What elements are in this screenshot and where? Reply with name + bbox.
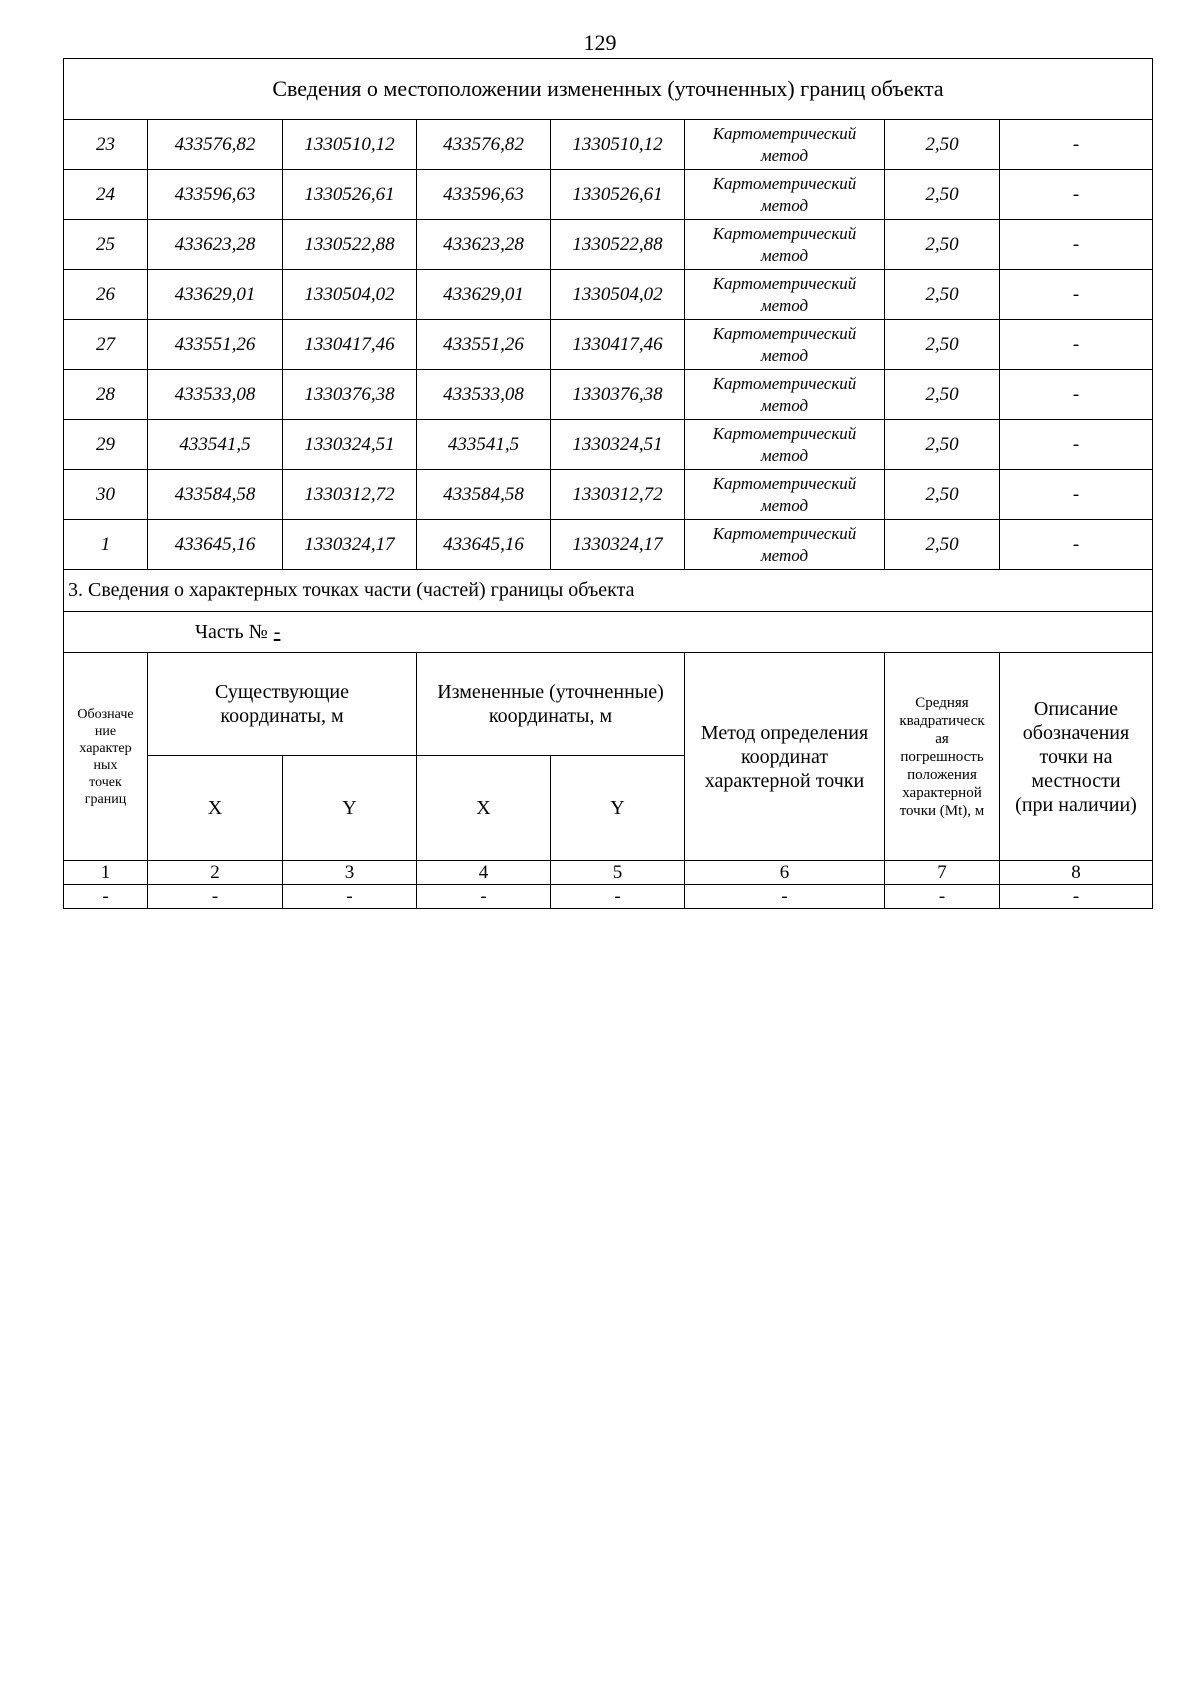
cell-existing-x: 433584,58	[148, 470, 283, 520]
column-number: 1	[64, 861, 148, 885]
cell-mean-square-error: 2,50	[885, 270, 1000, 320]
table-row	[64, 885, 1153, 909]
header-mean-square-error: Средняя квадратическ ая погрешность положения характерной точки (Mt), м	[885, 653, 1000, 861]
cell-description: -	[1000, 520, 1153, 570]
cell-existing-y: 1330376,38	[283, 370, 417, 420]
cell-method: Картометрический метод	[685, 170, 885, 220]
boundary-table	[63, 58, 1153, 909]
cell-point-number: 27	[64, 320, 148, 370]
cell-method: Картометрический метод	[685, 320, 885, 370]
cell-point-number: 1	[64, 520, 148, 570]
empty-cell: -	[148, 885, 283, 909]
cell-changed-x: 433584,58	[417, 470, 551, 520]
cell-changed-x: 433533,08	[417, 370, 551, 420]
table-row	[64, 320, 1153, 370]
cell-existing-x: 433576,82	[148, 120, 283, 170]
part-cell	[64, 612, 1153, 653]
empty-cell: -	[685, 885, 885, 909]
cell-changed-y: 1330510,12	[551, 120, 685, 170]
cell-point-number: 24	[64, 170, 148, 220]
column-number: 3	[283, 861, 417, 885]
header-changed-x: X	[417, 756, 551, 861]
header-designation: Обозначе ние характер ных точек границ	[64, 653, 148, 861]
column-number: 4	[417, 861, 551, 885]
cell-description: -	[1000, 270, 1153, 320]
header-changed-y: Y	[551, 756, 685, 861]
cell-existing-y: 1330324,17	[283, 520, 417, 570]
cell-existing-x: 433596,63	[148, 170, 283, 220]
cell-existing-x: 433623,28	[148, 220, 283, 270]
cell-changed-y: 1330526,61	[551, 170, 685, 220]
cell-description: -	[1000, 470, 1153, 520]
column-number: 8	[1000, 861, 1153, 885]
header-method: Метод определения координат характерной точки	[685, 653, 885, 861]
cell-existing-y: 1330510,12	[283, 120, 417, 170]
cell-point-number: 25	[64, 220, 148, 270]
cell-changed-x: 433596,63	[417, 170, 551, 220]
cell-description: -	[1000, 320, 1153, 370]
empty-cell: -	[885, 885, 1000, 909]
cell-mean-square-error: 2,50	[885, 470, 1000, 520]
cell-method: Картометрический метод	[685, 470, 885, 520]
header-row	[64, 653, 1153, 756]
cell-description: -	[1000, 120, 1153, 170]
page-number: 129	[583, 30, 617, 55]
cell-changed-y: 1330417,46	[551, 320, 685, 370]
cell-changed-y: 1330504,02	[551, 270, 685, 320]
part-row	[64, 612, 1153, 653]
column-number: 2	[148, 861, 283, 885]
table-row	[64, 220, 1153, 270]
cell-mean-square-error: 2,50	[885, 120, 1000, 170]
cell-changed-y: 1330324,51	[551, 420, 685, 470]
header-existing-coordinates: Существующие координаты, м	[148, 653, 417, 756]
part-label: Часть №	[195, 620, 268, 643]
part-value: -	[273, 620, 281, 643]
cell-existing-y: 1330417,46	[283, 320, 417, 370]
header-existing-x: X	[148, 756, 283, 861]
cell-changed-x: 433576,82	[417, 120, 551, 170]
cell-method: Картометрический метод	[685, 120, 885, 170]
empty-cell: -	[417, 885, 551, 909]
cell-description: -	[1000, 420, 1153, 470]
cell-point-number: 30	[64, 470, 148, 520]
cell-existing-y: 1330522,88	[283, 220, 417, 270]
cell-point-number: 26	[64, 270, 148, 320]
cell-changed-y: 1330522,88	[551, 220, 685, 270]
cell-point-number: 23	[64, 120, 148, 170]
cell-mean-square-error: 2,50	[885, 520, 1000, 570]
empty-cell: -	[283, 885, 417, 909]
section-title-row	[64, 570, 1153, 612]
cell-existing-y: 1330324,51	[283, 420, 417, 470]
header-existing-y: Y	[283, 756, 417, 861]
cell-point-number: 28	[64, 370, 148, 420]
cell-changed-x: 433623,28	[417, 220, 551, 270]
cell-mean-square-error: 2,50	[885, 320, 1000, 370]
table-row	[64, 270, 1153, 320]
header-changed-coordinates: Измененные (уточненные) координаты, м	[417, 653, 685, 756]
cell-existing-y: 1330526,61	[283, 170, 417, 220]
header-description: Описание обозначения точки на местности (при наличии)	[1000, 653, 1153, 861]
cell-existing-x: 433533,08	[148, 370, 283, 420]
cell-method: Картометрический метод	[685, 270, 885, 320]
table-row	[64, 420, 1153, 470]
cell-method: Картометрический метод	[685, 220, 885, 270]
cell-method: Картометрический метод	[685, 520, 885, 570]
cell-point-number: 29	[64, 420, 148, 470]
cell-changed-y: 1330312,72	[551, 470, 685, 520]
table-title: Сведения о местоположении измененных (уточненных) границ объекта	[64, 59, 1153, 120]
cell-description: -	[1000, 170, 1153, 220]
cell-mean-square-error: 2,50	[885, 220, 1000, 270]
column-number: 7	[885, 861, 1000, 885]
empty-cell: -	[1000, 885, 1153, 909]
cell-mean-square-error: 2,50	[885, 370, 1000, 420]
cell-description: -	[1000, 370, 1153, 420]
cell-existing-y: 1330504,02	[283, 270, 417, 320]
cell-method: Картометрический метод	[685, 370, 885, 420]
cell-changed-x: 433541,5	[417, 420, 551, 470]
cell-mean-square-error: 2,50	[885, 420, 1000, 470]
cell-existing-x: 433629,01	[148, 270, 283, 320]
title-row	[64, 59, 1153, 120]
table-row	[64, 470, 1153, 520]
cell-mean-square-error: 2,50	[885, 170, 1000, 220]
section-title: 3. Сведения о характерных точках части (частей) границы объекта	[64, 570, 1153, 612]
cell-existing-y: 1330312,72	[283, 470, 417, 520]
cell-changed-y: 1330324,17	[551, 520, 685, 570]
empty-cell: -	[64, 885, 148, 909]
table-row	[64, 120, 1153, 170]
cell-changed-x: 433551,26	[417, 320, 551, 370]
cell-changed-y: 1330376,38	[551, 370, 685, 420]
cell-existing-x: 433551,26	[148, 320, 283, 370]
column-number: 5	[551, 861, 685, 885]
cell-method: Картометрический метод	[685, 420, 885, 470]
column-number: 6	[685, 861, 885, 885]
cell-existing-x: 433541,5	[148, 420, 283, 470]
table-row	[64, 370, 1153, 420]
table-row	[64, 170, 1153, 220]
table-row	[64, 520, 1153, 570]
cell-changed-x: 433645,16	[417, 520, 551, 570]
cell-existing-x: 433645,16	[148, 520, 283, 570]
cell-changed-x: 433629,01	[417, 270, 551, 320]
column-numbers-row	[64, 861, 1153, 885]
empty-cell: -	[551, 885, 685, 909]
cell-description: -	[1000, 220, 1153, 270]
